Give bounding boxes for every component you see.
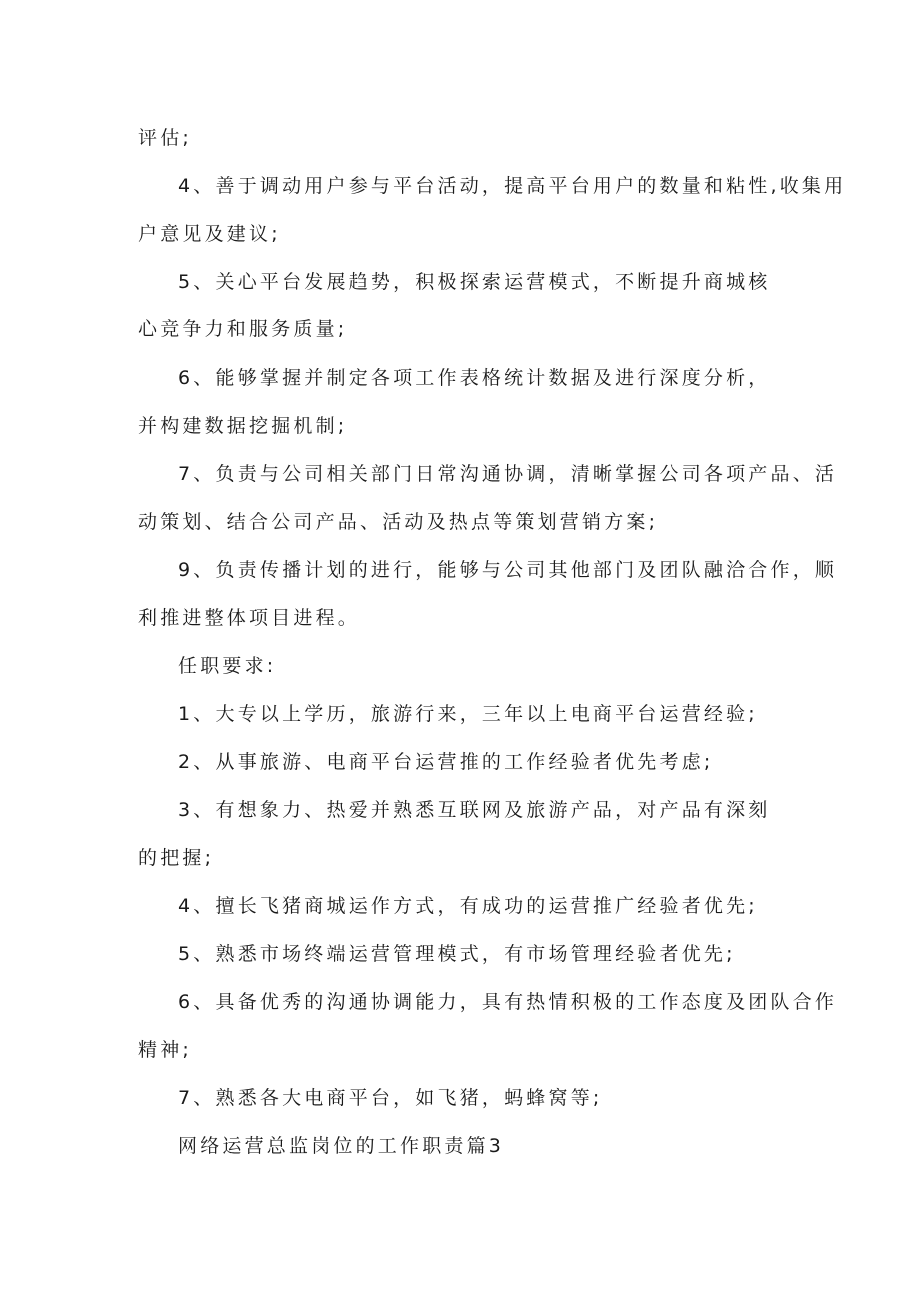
text-line: 精神; bbox=[138, 1039, 193, 1061]
text-line: 评估; bbox=[138, 127, 193, 149]
section-heading: 网络运营总监岗位的工作职责篇3 bbox=[178, 1135, 505, 1157]
text-line: 7、负责与公司相关部门日常沟通协调，清晰掌握公司各项产品、活 bbox=[178, 463, 838, 485]
text-line: 心竞争力和服务质量; bbox=[138, 318, 348, 340]
text-line: 3、有想象力、热爱并熟悉互联网及旅游产品，对产品有深刻 bbox=[178, 799, 771, 821]
text-line: 2、从事旅游、电商平台运营推的工作经验者优先考虑; bbox=[178, 751, 714, 773]
text-line: 7、熟悉各大电商平台，如飞猪，蚂蜂窝等; bbox=[178, 1087, 603, 1109]
text-line: 5、关心平台发展趋势，积极探索运营模式，不断提升商城核 bbox=[178, 271, 771, 293]
text-line: 9、负责传播计划的进行，能够与公司其他部门及团队融洽合作，顺 bbox=[178, 559, 838, 581]
text-line: 利推进整体项目进程。 bbox=[138, 607, 361, 629]
text-line: 6、能够掌握并制定各项工作表格统计数据及进行深度分析， bbox=[178, 367, 771, 389]
text-line: 5、熟悉市场终端运营管理模式，有市场管理经验者优先; bbox=[178, 943, 736, 965]
text-line: 4、擅长飞猪商城运作方式，有成功的运营推广经验者优先; bbox=[178, 895, 758, 917]
text-line: 4、善于调动用户参与平台活动，提高平台用户的数量和粘性,收集用 bbox=[178, 175, 847, 197]
text-line: 户意见及建议; bbox=[138, 223, 281, 245]
section-heading: 任职要求: bbox=[178, 655, 277, 677]
text-line: 6、具备优秀的沟通协调能力，具有热情积极的工作态度及团队合作 bbox=[178, 991, 838, 1013]
text-line: 1、大专以上学历，旅游行来，三年以上电商平台运营经验; bbox=[178, 703, 758, 725]
text-line: 的把握; bbox=[138, 847, 215, 869]
text-line: 动策划、结合公司产品、活动及热点等策划营销方案; bbox=[138, 511, 659, 533]
text-line: 并构建数据挖掘机制; bbox=[138, 415, 348, 437]
